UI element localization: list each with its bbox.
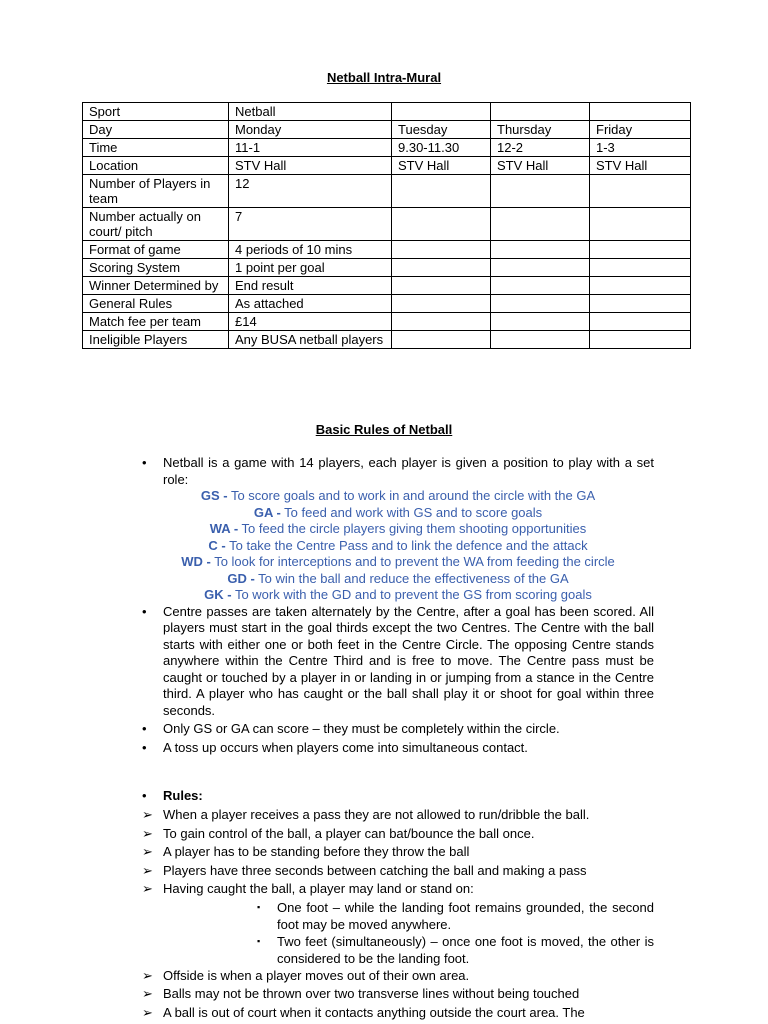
row-label-cell: Number actually on court/ pitch	[83, 208, 229, 241]
table-cell: Monday	[229, 121, 392, 139]
table-cell	[392, 241, 491, 259]
position-code: WA -	[209, 521, 239, 536]
table-cell: 9.30-11.30	[392, 139, 491, 157]
table-row	[83, 103, 691, 121]
centre-pass-text: Centre passes are taken alternately by the Centre, after a goal has been scored. All players must start in the goal thirds except the two Centres. The Centre with the ball starts with either one or both feet in the Centre Circle. The opposing Centre stands anywhere within the Centre Third and is free to move. The Centre pass must be caught or touched by a player in or landing in or jumping from a stance in the Centre third. A player who has caught or the ball shall play it or shoot for goal within three seconds.	[163, 603, 654, 718]
row-label-cell: Number of Players in team	[83, 175, 229, 208]
table-cell	[392, 175, 491, 208]
table-row	[83, 121, 691, 139]
bullet-icon: •	[142, 455, 147, 470]
table-cell	[392, 208, 491, 241]
rules-heading-list	[142, 788, 654, 805]
row-label-cell: Winner Determined by	[83, 277, 229, 295]
position-line	[142, 505, 654, 522]
position-line	[142, 538, 654, 555]
sub-rule-item	[255, 933, 654, 967]
table-cell	[491, 103, 590, 121]
rule-item	[142, 880, 654, 967]
position-code: GS -	[200, 488, 228, 503]
bullet-icon: •	[142, 603, 147, 619]
position-code: GD -	[227, 570, 255, 586]
info-table	[82, 102, 691, 349]
sub-rule-text: One foot – while the landing foot remains grounded, the second foot may be moved anywhere.	[277, 899, 654, 932]
table-cell: STV Hall	[392, 157, 491, 175]
table-cell	[590, 103, 691, 121]
arrow-icon: ➢	[142, 967, 153, 983]
table-cell	[590, 175, 691, 208]
row-label-cell: Location	[83, 157, 229, 175]
sub-rule-item	[255, 899, 654, 933]
table-row	[83, 295, 691, 313]
row-label-cell: Format of game	[83, 241, 229, 259]
row-label-cell: Time	[83, 139, 229, 157]
table-cell: STV Hall	[590, 157, 691, 175]
position-line	[142, 521, 654, 538]
position-description: To look for interceptions and to prevent the WA from feeding the circle	[210, 554, 615, 569]
rule-item	[142, 843, 654, 862]
arrow-icon: ➢	[142, 881, 153, 896]
basic-rules-title: Basic Rules of Netball	[315, 422, 453, 437]
table-cell	[491, 295, 590, 313]
table-row	[83, 175, 691, 208]
table-cell: As attached	[229, 295, 392, 313]
row-label-cell: Match fee per team	[83, 313, 229, 331]
table-cell	[590, 277, 691, 295]
list-item	[142, 604, 654, 720]
arrow-icon: ➢	[142, 807, 153, 822]
table-cell: 12-2	[491, 139, 590, 157]
table-cell	[392, 331, 491, 349]
square-bullet-icon: ▪	[257, 901, 261, 912]
list-item	[142, 788, 654, 805]
table-row	[83, 208, 691, 241]
position-code: C -	[208, 537, 226, 553]
sub-rule-text: Two feet (simultaneously) – once one foot is moved, the other is considered to be the landing foot.	[277, 933, 654, 966]
position-description: To feed and work with GS and to score goals	[280, 504, 543, 520]
table-cell	[590, 259, 691, 277]
arrow-icon: ➢	[142, 986, 153, 1001]
table-cell	[392, 277, 491, 295]
rule-text: To gain control of the ball, a player can bat/bounce the ball once.	[163, 825, 535, 841]
table-row	[83, 241, 691, 259]
position-code: WD -	[181, 554, 211, 569]
row-label-cell: General Rules	[83, 295, 229, 313]
row-label-cell: Scoring System	[83, 259, 229, 277]
table-row	[83, 259, 691, 277]
table-cell	[491, 175, 590, 208]
rule-item	[142, 806, 654, 825]
position-description: To take the Centre Pass and to link the defence and the attack	[225, 537, 588, 553]
bullet-icon: •	[142, 788, 147, 803]
rule-text: A player has to be standing before they throw the ball	[163, 844, 470, 859]
table-row	[83, 139, 691, 157]
table-cell	[491, 208, 590, 241]
table-row	[83, 313, 691, 331]
rule-item	[142, 825, 654, 844]
bullet-icon: •	[142, 721, 147, 736]
toss-up-text: A toss up occurs when players come into simultaneous contact.	[163, 739, 528, 755]
positions-list	[163, 488, 654, 604]
table-row	[83, 157, 691, 175]
arrow-icon: ➢	[142, 1004, 153, 1020]
table-cell	[491, 259, 590, 277]
table-cell	[491, 331, 590, 349]
arrow-icon: ➢	[142, 825, 153, 841]
table-cell: Any BUSA netball players	[229, 331, 392, 349]
rule-text: When a player receives a pass they are not allowed to run/dribble the ball.	[163, 807, 590, 822]
rule-item	[142, 985, 654, 1004]
position-line	[142, 587, 654, 604]
position-description: To work with the GD and to prevent the GS from scoring goals	[231, 587, 592, 602]
scoring-text: Only GS or GA can score – they must be completely within the circle.	[163, 721, 560, 736]
bullet-icon: •	[142, 739, 147, 755]
table-cell	[491, 277, 590, 295]
position-description: To win the ball and reduce the effectiveness of the GA	[254, 570, 569, 586]
table-cell: Thursday	[491, 121, 590, 139]
sub-rules-list	[163, 899, 654, 967]
table-cell: STV Hall	[229, 157, 392, 175]
position-code: GK -	[204, 587, 232, 602]
table-cell	[590, 331, 691, 349]
arrow-icon: ➢	[142, 862, 153, 878]
position-line	[142, 571, 654, 588]
intro-item	[142, 455, 654, 604]
rule-text: Players have three seconds between catching the ball and making a pass	[163, 862, 587, 878]
table-cell: £14	[229, 313, 392, 331]
table-cell: STV Hall	[491, 157, 590, 175]
arrow-icon: ➢	[142, 844, 153, 859]
table-cell	[392, 103, 491, 121]
rules-list	[142, 806, 654, 1022]
position-description: To feed the circle players giving them shooting opportunities	[238, 521, 587, 536]
position-description: To score goals and to work in and around the circle with the GA	[227, 488, 596, 503]
document-title: Netball Intra-Mural	[326, 70, 442, 85]
rule-text: Balls may not be thrown over two transverse lines without being touched	[163, 986, 580, 1001]
table-cell	[590, 241, 691, 259]
intro-text: Netball is a game with 14 players, each player is given a position to play with a set role:	[163, 455, 654, 487]
rule-item	[142, 967, 654, 986]
table-cell	[392, 259, 491, 277]
rule-item	[142, 1004, 654, 1023]
rules-heading: Rules:	[163, 788, 203, 803]
table-cell: 4 periods of 10 mins	[229, 241, 392, 259]
table-cell: Netball	[229, 103, 392, 121]
square-bullet-icon: ▪	[257, 935, 261, 946]
table-cell	[491, 241, 590, 259]
row-label-cell: Day	[83, 121, 229, 139]
table-cell: 1 point per goal	[229, 259, 392, 277]
table-cell	[491, 313, 590, 331]
table-cell: 12	[229, 175, 392, 208]
table-cell	[590, 295, 691, 313]
position-line	[142, 554, 654, 571]
row-label-cell: Ineligible Players	[83, 331, 229, 349]
position-line	[142, 488, 654, 505]
table-cell	[392, 313, 491, 331]
table-row	[83, 277, 691, 295]
rule-text: A ball is out of court when it contacts anything outside the court area. The	[163, 1004, 585, 1020]
basic-rules-list	[142, 455, 654, 756]
table-cell	[590, 208, 691, 241]
list-item	[142, 740, 654, 757]
list-item	[142, 721, 654, 738]
table-cell	[392, 295, 491, 313]
table-cell: End result	[229, 277, 392, 295]
table-cell: 7	[229, 208, 392, 241]
rule-item	[142, 862, 654, 881]
table-cell: Tuesday	[392, 121, 491, 139]
rule-text: Having caught the ball, a player may land or stand on:	[163, 881, 474, 896]
table-cell: 11-1	[229, 139, 392, 157]
table-cell: 1-3	[590, 139, 691, 157]
position-code: GA -	[253, 504, 281, 520]
table-row	[83, 331, 691, 349]
table-cell: Friday	[590, 121, 691, 139]
rule-text: Offside is when a player moves out of their own area.	[163, 967, 470, 983]
table-cell	[590, 313, 691, 331]
row-label-cell: Sport	[83, 103, 229, 121]
